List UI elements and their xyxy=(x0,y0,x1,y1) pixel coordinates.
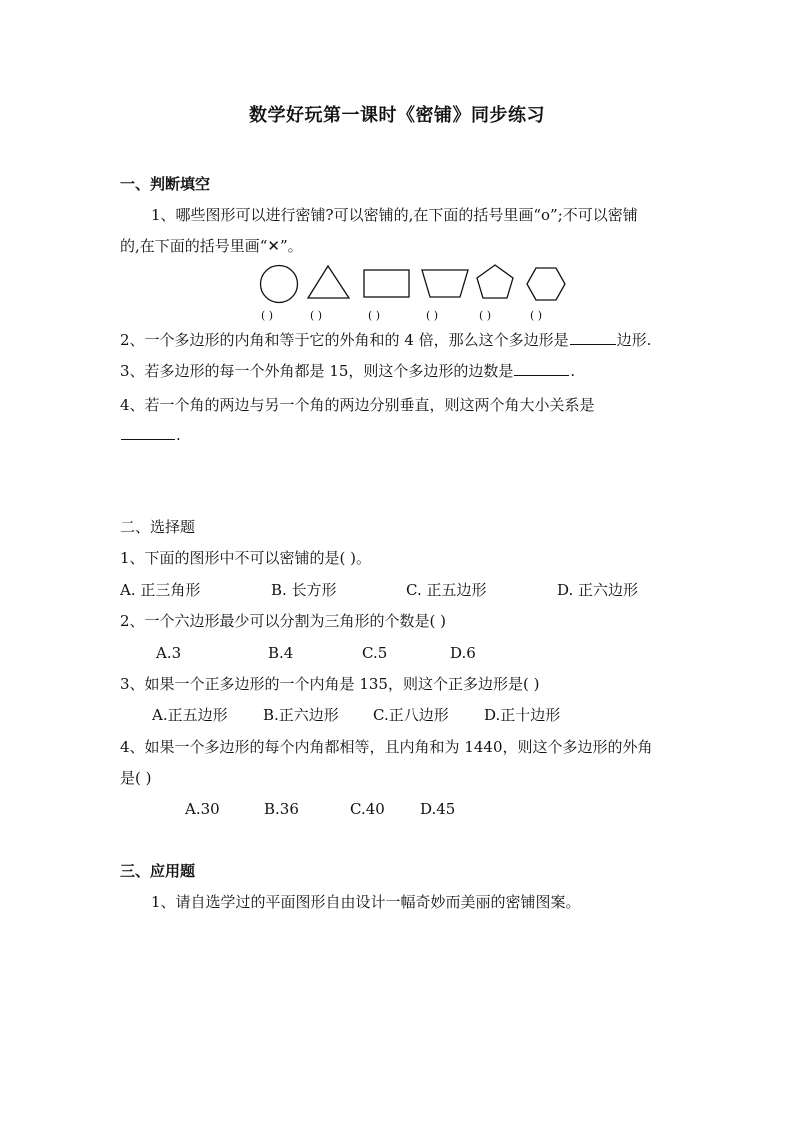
s1-q2-after: 边形. xyxy=(616,331,652,349)
s2-q4-line1: 4、如果一个多边形的每个内角都相等，且内角和为 1440，则这个多边形的外角 xyxy=(120,738,653,756)
s1-q4-after: . xyxy=(176,426,181,444)
s2-q3-option-b[interactable]: B.正六边形 xyxy=(263,706,339,724)
s1-q3-text: 3、若多边形的每一个外角都是 15，则这个多边形的边数是 xyxy=(120,362,514,380)
s2-q4-option-d[interactable]: D.45 xyxy=(420,800,456,818)
pentagon-shape xyxy=(477,265,513,298)
triangle-shape xyxy=(308,266,349,298)
s2-q2-option-b[interactable]: B.4 xyxy=(268,644,294,662)
answer-paren[interactable]: ( ) xyxy=(261,309,274,322)
s1-q4-line1: 4、若一个角的两边与另一个角的两边分别垂直，则这两个角大小关系是 xyxy=(120,396,595,414)
s2-q4-option-b[interactable]: B.36 xyxy=(264,800,299,818)
s1-q4-line2 xyxy=(120,425,181,445)
answer-paren[interactable]: ( ) xyxy=(479,309,492,322)
circle-shape xyxy=(261,266,298,303)
s1-q2 xyxy=(120,330,651,350)
s2-q3: 3、如果一个正多边形的一个内角是 135，则这个正多边形是( ) xyxy=(120,675,540,693)
s2-q1: 1、下面的图形中不可以密铺的是( )。 xyxy=(120,549,372,567)
s1-q4-blank[interactable] xyxy=(121,425,175,440)
answer-paren[interactable]: ( ) xyxy=(310,309,323,322)
answer-paren[interactable]: ( ) xyxy=(368,309,381,322)
s2-q3-option-c[interactable]: C.正八边形 xyxy=(373,706,449,724)
rectangle-shape xyxy=(364,270,409,297)
s1-q2-text: 2、一个多边形的内角和等于它的外角和的 4 倍，那么这个多边形是 xyxy=(120,331,569,349)
s2-q2: 2、一个六边形最少可以分割为三角形的个数是( ) xyxy=(120,612,447,630)
s2-q4-line2: 是( ) xyxy=(120,769,152,787)
s1-q2-blank[interactable] xyxy=(570,330,616,345)
s1-q3-blank[interactable] xyxy=(514,361,569,376)
section-2-heading: 二、选择题 xyxy=(120,518,196,536)
s1-q1-line1: 1、哪些图形可以进行密铺?可以密铺的,在下面的括号里画“o”;不可以密铺 xyxy=(151,206,638,224)
trapezoid-shape xyxy=(422,270,468,297)
s1-q3 xyxy=(120,361,575,381)
section-1-heading: 一、判断填空 xyxy=(120,175,211,193)
s2-q1-option-d[interactable]: D. 正六边形 xyxy=(557,581,639,599)
s2-q1-option-c[interactable]: C. 正五边形 xyxy=(406,581,487,599)
s3-q1: 1、请自选学过的平面图形自由设计一幅奇妙而美丽的密铺图案。 xyxy=(151,893,581,911)
s2-q3-option-d[interactable]: D.正十边形 xyxy=(484,706,561,724)
s2-q4-option-a[interactable]: A.30 xyxy=(185,800,220,818)
s2-q2-option-c[interactable]: C.5 xyxy=(362,644,388,662)
s1-q3-after: . xyxy=(570,362,576,380)
answer-paren[interactable]: ( ) xyxy=(426,309,439,322)
s2-q4-option-c[interactable]: C.40 xyxy=(350,800,385,818)
s2-q1-option-a[interactable]: A. 正三角形 xyxy=(120,581,201,599)
s1-q1-line2: 的,在下面的括号里画“✕”。 xyxy=(120,237,303,255)
page-title: 数学好玩第一课时《密铺》同步练习 xyxy=(249,105,545,126)
s2-q2-option-a[interactable]: A.3 xyxy=(156,644,182,662)
section-3-heading: 三、应用题 xyxy=(120,862,196,880)
s2-q2-option-d[interactable]: D.6 xyxy=(450,644,476,662)
s2-q1-option-b[interactable]: B. 长方形 xyxy=(271,581,337,599)
hexagon-shape xyxy=(527,268,565,300)
tessellation-shapes-figure xyxy=(0,0,794,330)
answer-paren[interactable]: ( ) xyxy=(530,309,543,322)
s2-q3-option-a[interactable]: A.正五边形 xyxy=(152,706,228,724)
